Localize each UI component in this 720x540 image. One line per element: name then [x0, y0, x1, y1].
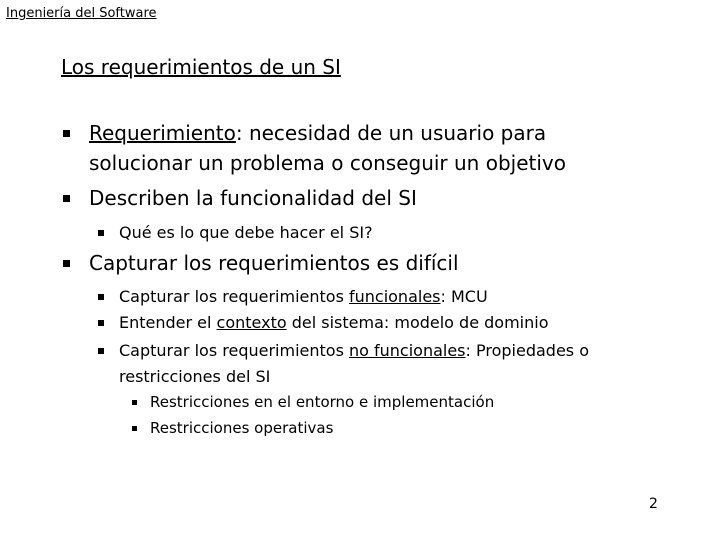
bullet-marker — [63, 260, 70, 267]
bullet-requerimiento — [89, 119, 546, 147]
bullet-marker — [63, 195, 70, 202]
sub-sub-bullet-marker — [132, 426, 137, 431]
sub-bullet-text: Entender el — [119, 313, 217, 332]
slide-title: Los requerimientos de un SI — [61, 55, 341, 79]
sub-bullet-marker — [98, 320, 104, 326]
sub-bullet-marker — [98, 294, 104, 300]
sub-bullet-no-funcionales — [119, 339, 589, 362]
sub-bullet-text: : MCU — [440, 287, 488, 306]
sub-bullet-text: del sistema: modelo de dominio — [286, 313, 549, 332]
sub-sub-bullet-operativas: Restricciones operativas — [150, 419, 334, 437]
term-no-funcionales: no funcionales — [348, 341, 466, 360]
sub-bullet-marker — [98, 230, 104, 236]
bullet-requerimiento-line2: solucionar un problema o conseguir un objetivo — [89, 151, 566, 175]
sub-bullet-contexto — [119, 311, 549, 334]
sub-bullet-marker — [98, 348, 104, 354]
term-requerimiento: Requerimiento — [89, 121, 236, 145]
page-number: 2 — [649, 496, 658, 512]
sub-bullet-text: Capturar los requerimientos — [119, 287, 349, 306]
slide-header: Ingeniería del Software — [6, 6, 157, 21]
bullet-capturar: Capturar los requerimientos es difícil — [89, 251, 459, 275]
sub-sub-bullet-entorno: Restricciones en el entorno e implementación — [150, 393, 495, 411]
bullet-text: : necesidad de un usuario para — [235, 121, 547, 145]
bullet-marker — [63, 130, 70, 137]
sub-bullet-funcionales — [119, 285, 488, 308]
sub-sub-bullet-marker — [132, 400, 137, 405]
sub-bullet-no-funcionales-line2: restricciones del SI — [119, 367, 271, 386]
sub-bullet-que-es: Qué es lo que debe hacer el SI? — [119, 223, 373, 242]
sub-bullet-text: : Propiedades o — [465, 341, 589, 360]
bullet-describen: Describen la funcionalidad del SI — [89, 186, 417, 210]
sub-bullet-text: Capturar los requerimientos — [119, 341, 349, 360]
term-funcionales: funcionales — [348, 287, 441, 306]
term-contexto: contexto — [216, 313, 287, 332]
